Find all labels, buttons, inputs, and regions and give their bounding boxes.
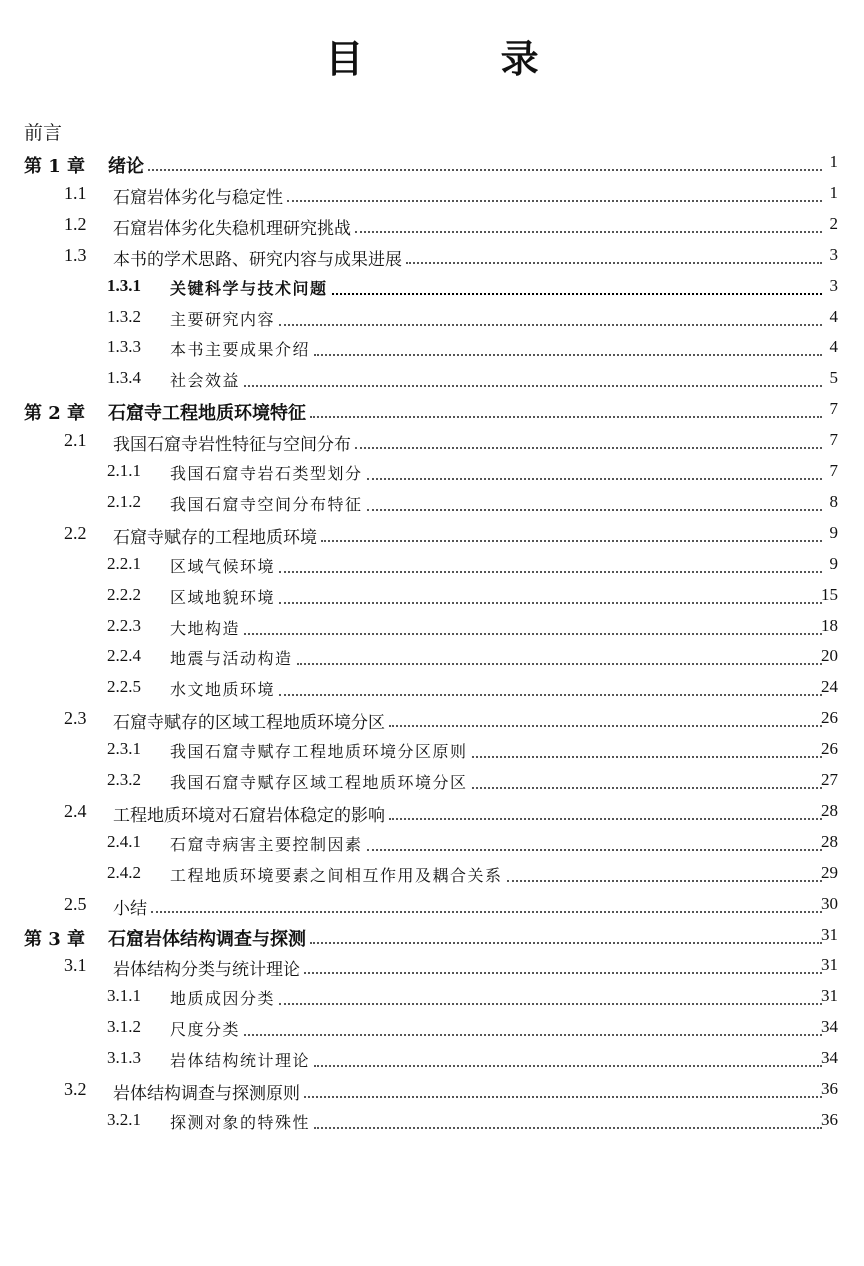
toc-page-number: 2 — [829, 213, 838, 233]
toc-entry-title: 社会效益 — [170, 368, 242, 391]
toc-entry-title: 石窟寺病害主要控制因素 — [170, 832, 365, 855]
toc-entry[interactable] — [0, 585, 864, 615]
toc-page-number: 8 — [829, 491, 838, 511]
toc-leader-dots — [244, 1034, 822, 1036]
toc-page-number: 31 — [821, 924, 838, 944]
toc-leader-dots — [321, 540, 822, 542]
toc-leader-dots — [314, 354, 822, 356]
toc-entry-number: 2.1 — [64, 430, 87, 451]
toc-entry[interactable] — [0, 307, 864, 337]
toc-page-number: 7 — [829, 461, 838, 480]
toc-entry-number: 2.4.1 — [107, 831, 141, 851]
toc-page-number: 26 — [821, 739, 838, 759]
toc-entry-number: 第 1 章 — [24, 156, 86, 177]
toc-entry[interactable] — [0, 616, 864, 646]
toc-leader-dots — [244, 385, 822, 387]
toc-leader-dots — [304, 972, 822, 974]
toc-entry-title: 石窟岩体劣化与稳定性 — [113, 183, 285, 208]
toc-entry-title: 探测对象的特殊性 — [170, 1110, 312, 1133]
toc-entry[interactable] — [0, 337, 864, 367]
toc-entry-title: 地震与活动构造 — [170, 646, 295, 669]
toc-entry-number: 1.3.3 — [107, 337, 141, 357]
toc-page-number: 9 — [829, 553, 838, 573]
toc-page-number: 4 — [829, 306, 838, 326]
toc-entry-number: 2.2.3 — [107, 615, 141, 635]
toc-entry-number: 1.3.2 — [107, 306, 141, 326]
toc-page-number: 26 — [821, 708, 838, 728]
toc-entry[interactable] — [0, 492, 864, 522]
toc-entry-number: 3.1.2 — [107, 1017, 141, 1037]
toc-leader-dots — [151, 911, 822, 913]
toc-page-number: 34 — [821, 1048, 838, 1068]
toc-leader-dots — [297, 663, 822, 665]
toc-entry[interactable] — [0, 1048, 864, 1078]
toc-entry[interactable] — [0, 183, 864, 213]
toc-leader-dots — [314, 1127, 822, 1129]
toc-entry[interactable] — [0, 523, 864, 553]
toc-entry-number: 第 2 章 — [24, 403, 86, 425]
toc-leader-dots — [279, 1003, 822, 1005]
toc-leader-dots — [279, 694, 822, 696]
toc-entry[interactable] — [0, 276, 864, 306]
toc-page-number: 27 — [821, 770, 838, 789]
toc-entry[interactable] — [0, 152, 864, 182]
toc-entry[interactable] — [0, 677, 864, 707]
toc-entry-title: 岩体结构调查与探测原则 — [113, 1079, 302, 1104]
toc-page-number: 28 — [821, 831, 838, 851]
toc-entry-title: 岩体结构统计理论 — [170, 1048, 312, 1071]
toc-entry[interactable] — [0, 801, 864, 831]
toc-entry-title: 主要研究内容 — [170, 307, 277, 330]
toc-leader-dots — [355, 231, 822, 233]
toc-entry-title: 工程地质环境要素之间相互作用及耦合关系 — [170, 863, 505, 886]
toc-leader-dots — [148, 169, 822, 171]
toc-leader-dots — [279, 571, 822, 573]
toc-entry-title: 我国石窟寺岩性特征与空间分布 — [113, 430, 353, 455]
toc-entry[interactable] — [0, 955, 864, 985]
toc-entry-number: 1.3.1 — [107, 275, 141, 295]
toc-page-number: 3 — [829, 244, 838, 264]
toc-entry-number: 2.4 — [64, 800, 87, 821]
toc-leader-dots — [367, 478, 822, 480]
toc-entry-number: 3.1.3 — [107, 1048, 141, 1068]
toc-entry-number: 1.3 — [64, 244, 87, 265]
toc-page-number: 1 — [829, 152, 838, 171]
toc-page-number: 18 — [821, 615, 838, 635]
toc-entry-title: 石窟寺工程地质环境特征 — [108, 399, 308, 425]
toc-page-number: 31 — [821, 986, 838, 1006]
toc-page-number: 15 — [821, 584, 838, 604]
toc-entry[interactable] — [0, 1017, 864, 1047]
toc-entry[interactable] — [0, 646, 864, 676]
toc-entry-number: 2.2.1 — [107, 553, 141, 573]
toc-entry-number: 2.4.2 — [107, 862, 141, 882]
toc-leader-dots — [367, 509, 822, 511]
toc-leader-dots — [389, 818, 822, 820]
toc-entry-title: 绪论 — [108, 152, 146, 178]
toc-page-number: 28 — [821, 800, 838, 820]
toc-page-number: 20 — [821, 646, 838, 666]
toc-leader-dots — [304, 1096, 822, 1098]
toc-leader-dots — [406, 262, 822, 264]
toc-entry-title: 石窟岩体劣化失稳机理研究挑战 — [113, 214, 353, 239]
toc-entry-title: 本书主要成果介绍 — [170, 337, 312, 360]
toc-page-number: 31 — [821, 955, 838, 975]
toc-entry-title: 本书的学术思路、研究内容与成果进展 — [113, 245, 404, 270]
toc-entry[interactable] — [0, 986, 864, 1016]
toc-leader-dots — [314, 1065, 822, 1067]
toc-entry[interactable] — [0, 1079, 864, 1109]
toc-entry[interactable] — [0, 430, 864, 460]
toc-entry-title: 我国石窟寺岩石类型划分 — [170, 461, 365, 484]
toc-entry-title: 区域气候环境 — [170, 554, 277, 577]
toc-page-number: 24 — [821, 677, 838, 697]
toc-entry[interactable] — [0, 245, 864, 275]
preface-entry[interactable]: 前言 — [24, 122, 63, 144]
toc-leader-dots — [279, 324, 822, 326]
toc-entry-number: 2.3.1 — [107, 739, 141, 759]
toc-entry-title: 石窟寺赋存的工程地质环境 — [113, 523, 319, 548]
toc-leader-dots — [244, 633, 822, 635]
toc-entry[interactable] — [0, 1110, 864, 1140]
toc-entry-title: 工程地质环境对石窟岩体稳定的影响 — [113, 801, 387, 826]
toc-entry[interactable] — [0, 832, 864, 862]
toc-entry-number: 3.2.1 — [107, 1109, 141, 1129]
toc-entry-number: 2.2 — [64, 522, 87, 543]
toc-entry[interactable] — [0, 739, 864, 769]
toc-page-number: 3 — [829, 275, 838, 295]
toc-entry[interactable] — [0, 894, 864, 924]
toc-entry-number: 3.1 — [64, 955, 87, 976]
toc-leader-dots — [472, 787, 822, 789]
toc-entry-number: 2.5 — [64, 893, 87, 914]
toc-entry-number: 2.1.2 — [107, 491, 141, 511]
toc-entry[interactable] — [0, 863, 864, 893]
toc-entry-number: 2.2.2 — [107, 584, 141, 604]
toc-entry-title: 我国石窟寺空间分布特征 — [170, 492, 365, 515]
toc-entry[interactable] — [0, 708, 864, 738]
toc-entry[interactable] — [0, 770, 864, 800]
toc-entry-number: 3.1.1 — [107, 986, 141, 1006]
toc-leader-dots — [310, 942, 822, 944]
toc-page-number: 5 — [829, 368, 838, 388]
toc-page-number: 7 — [829, 399, 838, 419]
toc-leader-dots — [507, 880, 822, 882]
toc-leader-dots — [287, 200, 822, 202]
toc-entry-title: 尺度分类 — [170, 1017, 242, 1040]
toc-entry-title: 大地构造 — [170, 616, 242, 639]
toc-page-number: 36 — [821, 1079, 838, 1098]
toc-entry[interactable] — [0, 925, 864, 955]
toc-entry[interactable] — [0, 461, 864, 491]
toc-entry-title: 区域地貌环境 — [170, 585, 277, 608]
toc-entry-title: 岩体结构分类与统计理论 — [113, 955, 302, 980]
toc-leader-dots — [332, 293, 822, 295]
toc-entry[interactable] — [0, 368, 864, 398]
toc-entry-number: 3.2 — [64, 1079, 87, 1099]
toc-entry-number: 2.2.4 — [107, 646, 141, 666]
toc-page-number: 30 — [821, 893, 838, 913]
toc-page-number: 9 — [829, 522, 838, 542]
toc-page-number: 36 — [821, 1109, 838, 1129]
toc-entry-title: 关键科学与技术问题 — [170, 276, 330, 299]
toc-page-number: 29 — [821, 862, 838, 882]
toc-page-number: 4 — [829, 337, 838, 357]
toc-entry-number: 2.3.2 — [107, 770, 141, 789]
toc-entry-title: 石窟寺赋存的区域工程地质环境分区 — [113, 708, 387, 733]
toc-entry-title: 水文地质环境 — [170, 677, 277, 700]
toc-entry-number: 1.1 — [64, 182, 87, 203]
toc-page-number: 34 — [821, 1017, 838, 1037]
toc-entry-title: 地质成因分类 — [170, 986, 277, 1009]
toc-entry-number: 第 3 章 — [24, 928, 86, 950]
toc-leader-dots — [310, 416, 822, 418]
toc-leader-dots — [472, 756, 822, 758]
page-title: 目 录 — [325, 36, 601, 81]
toc-entry-title: 石窟岩体结构调查与探测 — [108, 925, 308, 951]
toc-entry-number: 2.3 — [64, 708, 87, 729]
toc-entry-title: 我国石窟寺赋存工程地质环境分区原则 — [170, 739, 470, 762]
toc-leader-dots — [367, 849, 822, 851]
toc-leader-dots — [279, 602, 822, 604]
toc-page-number: 1 — [829, 182, 838, 202]
toc-entry-title: 我国石窟寺赋存区域工程地质环境分区 — [170, 770, 470, 793]
toc-leader-dots — [389, 725, 822, 727]
toc-page-number: 7 — [829, 430, 838, 450]
toc-entry-number: 2.1.1 — [107, 461, 141, 480]
toc-entry[interactable] — [0, 554, 864, 584]
toc-leader-dots — [355, 447, 822, 449]
toc-entry[interactable] — [0, 399, 864, 429]
toc-entry-number: 1.3.4 — [107, 368, 141, 388]
toc-entry-number: 1.2 — [64, 213, 87, 234]
toc-entry-number: 2.2.5 — [107, 677, 141, 697]
toc-entry[interactable] — [0, 214, 864, 244]
toc-entry-title: 小结 — [113, 894, 149, 919]
